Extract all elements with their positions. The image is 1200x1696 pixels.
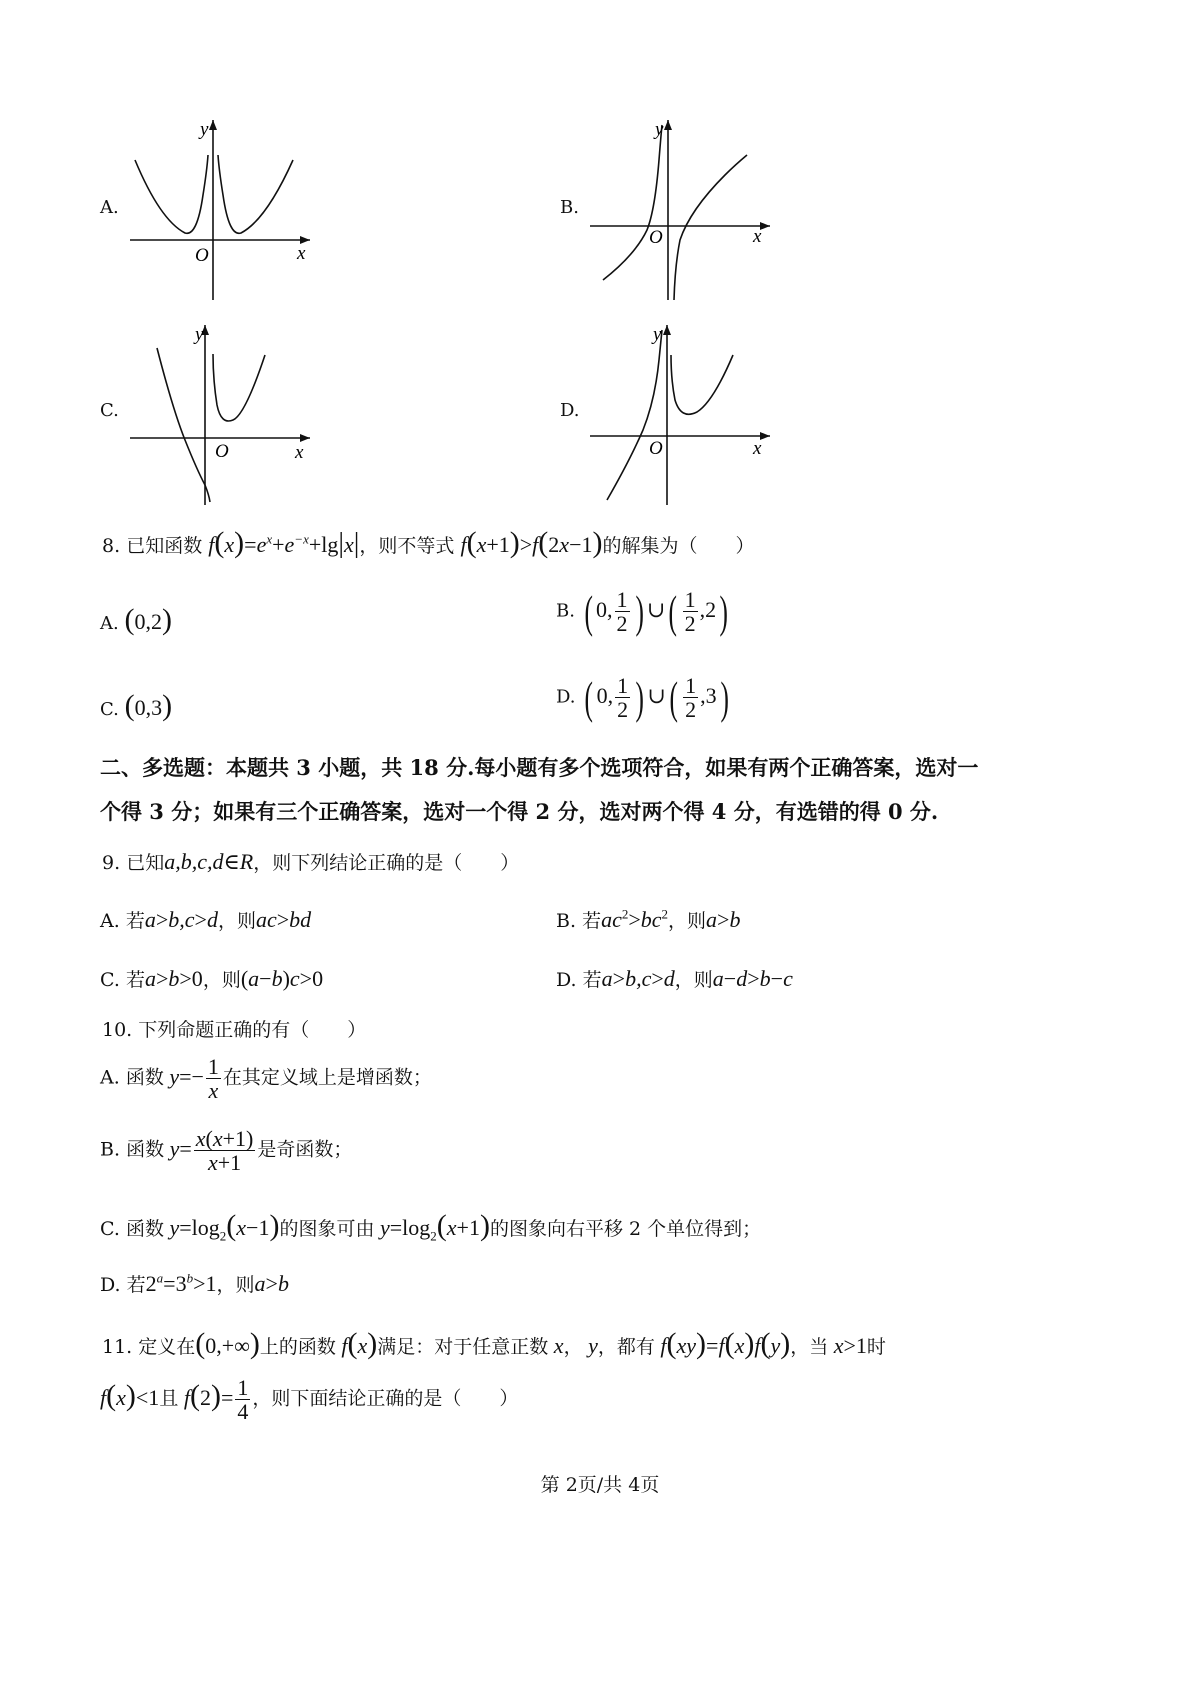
q8-option-d[interactable]: D. ( 0, $\frac{1}{2}$ ) ∪( $\frac{1}{2}$ ,3)	[556, 671, 729, 723]
graph-c-origin: O	[215, 441, 229, 462]
graph-a-origin: O	[195, 245, 209, 266]
graph-a-label: A.	[100, 197, 119, 218]
q10-option-b[interactable]: B. 函数 y= $\frac{x(x+1)}{x+1}$ 是奇函数；	[100, 1126, 353, 1176]
graph-d-x: x	[753, 438, 762, 459]
graph-b-x: x	[753, 226, 762, 247]
graph-b-y: y	[655, 119, 664, 140]
graph-b-origin: O	[649, 227, 663, 248]
q11-stem-line1: 11. 定义在(0,+∞)上的函数 f(x)满足：对于任意正数 x， y，都有 f(xy)=f(x)f(y)，当 x>1时	[102, 1327, 886, 1360]
graph-a	[125, 115, 315, 305]
graph-a-y: y	[200, 119, 209, 140]
q10-option-a[interactable]: A. 函数 y=− $\frac{1}{x}$ 在其定义域上是增函数；	[100, 1054, 432, 1104]
q8-option-c[interactable]: C. (0,3)	[100, 689, 173, 722]
q8-option-a[interactable]: A. (0,2)	[100, 603, 172, 636]
graph-b	[585, 115, 775, 305]
section2-line2: 个得 3 分；如果有三个正确答案，选对一个得 2 分，选对两个得 4 分，有选错的得 0 分.	[100, 799, 939, 824]
q10-option-d[interactable]: D. 若$2^a=3^b>1$，则a>b	[100, 1270, 289, 1296]
q10-stem: 10. 下列命题正确的有（ ）	[102, 1019, 367, 1041]
section2-line1: 二、多选题：本题共 3 小题，共 18 分.每小题有多个选项符合，如果有两个正确答案，选对一	[100, 755, 979, 780]
q9-option-b[interactable]: B. 若$ac^2>bc^2$，则a>b	[556, 906, 741, 932]
graph-c	[125, 320, 315, 510]
q11-stem-line2: f(x)<1且 f(2)= $\frac{1}{4}$ ，则下面结论正确的是（ ）	[100, 1375, 519, 1425]
graph-b-label: B.	[560, 197, 579, 218]
graph-c-x: x	[295, 442, 304, 463]
graph-c-label: C.	[100, 400, 119, 421]
graph-d	[585, 320, 775, 510]
q9-option-a[interactable]: A. 若a>b,c>d，则ac>bd	[100, 907, 312, 932]
q10-option-c[interactable]: C. 函数 $y=\log_2(x-1)$的图象可由 $y=\log_2(x+1)$的图象向右平移 2 个单位得到；	[100, 1209, 762, 1244]
q8-option-b[interactable]: B. ( 0, $\frac{1}{2}$ ) ∪( $\frac{1}{2}$ ,2)	[556, 585, 728, 637]
graph-d-y: y	[653, 324, 662, 345]
graph-d-origin: O	[649, 438, 663, 459]
q9-option-d[interactable]: D. 若a>b,c>d，则a−d>b−c	[556, 966, 793, 991]
q9-option-c[interactable]: C. 若a>b>0，则(a−b)c>0	[100, 966, 324, 991]
q8-stem: 8. 已知函数 $f(x)=e^x+e^{-x}+\lg|x|$，则不等式 f(x+1)>f(2x−1)的解集为（ ）	[102, 526, 755, 559]
graph-c-y: y	[195, 324, 204, 345]
graph-d-label: D.	[560, 400, 580, 421]
graph-a-x: x	[297, 243, 306, 264]
q9-stem: 9. 已知a,b,c,d∈R，则下列结论正确的是（ ）	[102, 849, 520, 874]
page-footer: 第 2页/共 4页	[540, 1474, 660, 1496]
